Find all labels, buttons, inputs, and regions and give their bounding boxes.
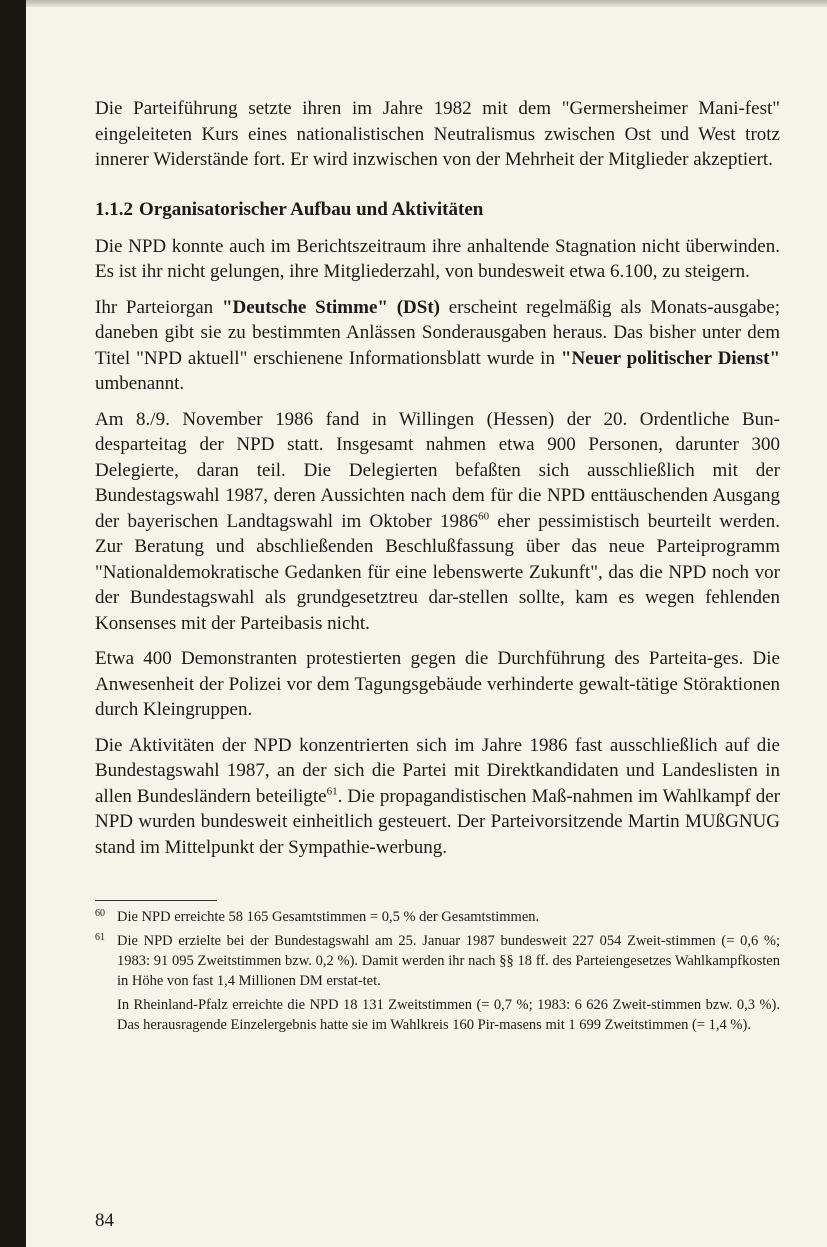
paragraph-parteiorgan bbox=[95, 295, 780, 397]
paragraph-demonstranten: Etwa 400 Demonstranten protestierten gegen die Durchführung des Parteita-ges. Die Anwesenheit der Polizei vor dem Tagungsgebäude verhinderte gewalt-tätige Störaktionen durch Kleingruppen. bbox=[95, 648, 780, 720]
text-run: eher pessimistisch beurteilt werden. Zur Beratung und abschließenden Beschlußfassung über das neue Parteiprogramm "Nationaldemokratische Gedanken für eine lebenswerte Zukunft", das die NPD noch vor der Bundestagswahl als grundgesetztreu dar-stellen sollte, kam es wegen fehlenden Konsenses mit der Parteibasis nicht. bbox=[95, 510, 780, 634]
text-run: . Die propagandistischen Maß-nahmen im Wahlkampf der NPD wurden bundesweit einheitlich gesteuert. Der Parteivorsitzende Martin MUßGNUG stand im Mittelpunkt der Sympathie-werbung. bbox=[95, 785, 780, 858]
paragraph-bundesparteitag bbox=[95, 407, 780, 637]
page-body bbox=[95, 96, 780, 1039]
footnote-separator bbox=[95, 900, 217, 901]
footnote-mark: 60 bbox=[95, 908, 105, 919]
text-run: Am 8./9. November 1986 fand in Willingen (Hessen) der 20. Ordentliche Bun-desparteitag der NPD statt. Insgesamt nahmen etwa 900 Personen, darunter 300 Delegierte, daran teil. Die Delegierten befaßten sich ausschließlich mit der Bundestagswahl 1987, deren Aussichten nach dem für die NPD enttäuschenden Ausgang der bayerischen Landtagswahl im Oktober 1986 bbox=[95, 408, 780, 532]
section-title: Organisatorischer Aufbau und Aktivitäten bbox=[139, 198, 484, 220]
text-run: Ihr Parteiorgan bbox=[95, 296, 222, 318]
footnote-mark: 61 bbox=[95, 932, 105, 943]
text-run: Die Aktivitäten der NPD konzentrierten sich im Jahre 1986 fast ausschließlich auf die Bundestagswahl 1987, an der sich die Partei mit Direktkandidaten und Landeslisten in allen Bundesländern beteiligte bbox=[95, 734, 780, 807]
footnote-text: Die NPD erzielte bei der Bundestagswahl am 25. Januar 1987 bundesweit 227 054 Zweit-stimmen (= 0,6 %; 1983: 91 095 Zweitstimmen bzw. 0,2 %). Damit werden ihr nach §§ 18 ff. des Parteiengesetzes Wahlkampfkosten in Höhe von fast 1,4 Millionen DM erstat-tet. bbox=[117, 933, 780, 989]
footnote-60 bbox=[95, 907, 780, 927]
section-heading bbox=[95, 197, 780, 222]
paragraph-stagnation: Die NPD konnte auch im Berichtszeitraum ihre anhaltende Stagnation nicht überwinden. Es ist ihr nicht gelungen, ihre Mitgliederzahl, von bundesweit etwa 6.100, zu steigern. bbox=[95, 235, 780, 282]
footnote-text: Die NPD erreichte 58 165 Gesamtstimmen = 0,5 % der Gesamtstimmen. bbox=[117, 909, 540, 925]
text-run: erscheint regelmäßig als Monats-ausgabe; daneben gibt sie zu bestimmten Anlässen Sonderausgaben heraus. Das bisher unter dem Titel "NPD aktuell" erschienene Informationsblatt wurde in bbox=[95, 296, 781, 369]
footnote-61 bbox=[95, 931, 780, 1035]
page-number: 84 bbox=[95, 1210, 114, 1231]
footnote-reference-61: 61 bbox=[326, 785, 338, 798]
footnote-reference-60: 60 bbox=[478, 510, 490, 523]
binding-edge bbox=[0, 0, 26, 1247]
paragraph-germersheimer: Die Parteiführung setzte ihren im Jahre 1982 mit dem "Germersheimer Mani-fest" eingeleiteten Kurs eines nationalistischen Neutralismus zwischen Ost und West trotz innerer Widerstände fort. Er wird inzwischen von der Mehrheit der Mitglieder akzeptiert. bbox=[95, 98, 780, 170]
page-top-edge bbox=[26, 0, 827, 7]
text-run: umbenannt. bbox=[95, 373, 185, 394]
bold-text-deutsche-stimme: "Deutsche Stimme" (DSt) bbox=[221, 296, 440, 318]
footnote-continuation: In Rheinland-Pfalz erreichte die NPD 18 131 Zweitstimmen (= 0,7 %; 1983: 6 626 Zweit-stimmen bzw. 0,3 %). Das herausragende Einzelergebnis hatte sie im Wahlkreis 160 Pir-masens mit 1 699 Zweitstimmen (= 1,4 %). bbox=[117, 997, 780, 1033]
bold-text-neuer-politischer-dienst: "Neuer politischer Dienst" bbox=[560, 347, 780, 369]
paragraph-aktivitaeten bbox=[95, 733, 780, 861]
section-number: 1.1.2 bbox=[95, 198, 133, 220]
